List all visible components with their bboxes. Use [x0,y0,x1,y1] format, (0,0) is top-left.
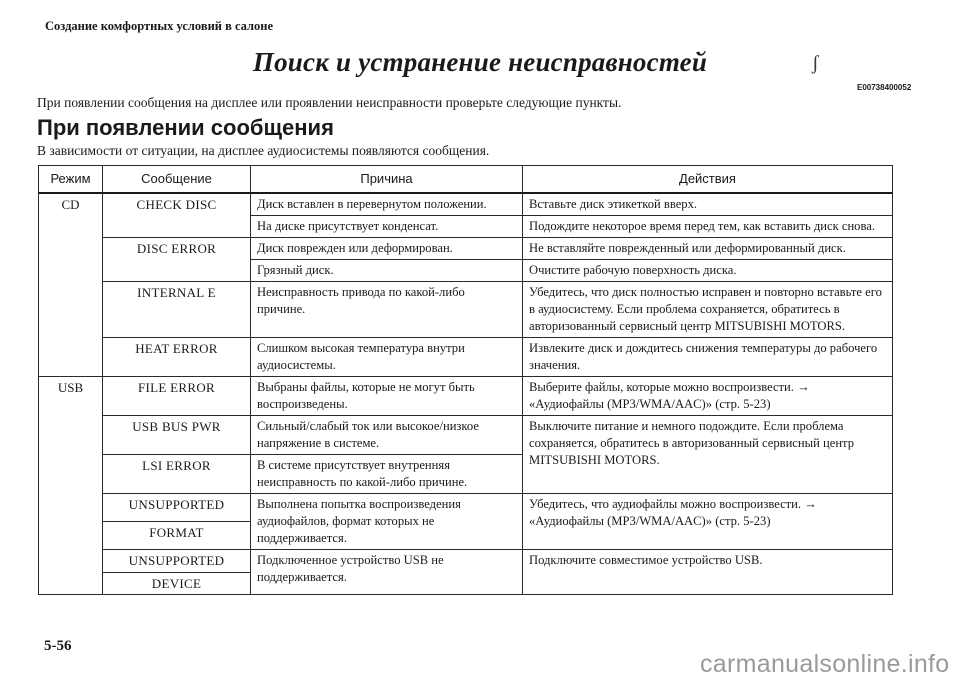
message-cell: HEAT ERROR [103,338,251,377]
cause-cell: Выбраны файлы, которые не могут быть воспроизведены. [251,377,523,416]
message-cell: DEVICE [103,572,251,595]
table-row [39,416,893,455]
running-header: Создание комфортных условий в салоне [45,19,274,33]
table-row [39,282,893,338]
action-cell: Очистите рабочую поверхность диска. [523,260,893,282]
action-cell: Выключите питание и немного подождите. Если проблема сохраняется, обратитесь в авторизованный сервисный центр MITSUBISHI MOTORS. [523,416,893,494]
message-cell: FILE ERROR [103,377,251,416]
message-cell: USB BUS PWR [103,416,251,455]
action-cell: Убедитесь, что диск полностью исправен и повторно вставьте его в аудиосистему. Если проблема сохраняется, обратитесь в авторизованный сервисный центр MITSUBISHI MOTORS. [523,282,893,338]
message-cell: UNSUPPORTED [103,550,251,573]
table-row [39,494,893,522]
message-cell: FORMAT [103,522,251,550]
message-cell: UNSUPPORTED [103,494,251,522]
cause-cell: Подключенное устройство USB не поддерживается. [251,550,523,595]
intro-text: При появлении сообщения на дисплее или проявлении неисправности проверьте следующие пункты. [37,95,622,110]
cause-cell: Сильный/слабый ток или высокое/низкое напряжение в системе. [251,416,523,455]
mode-cell: CD [39,193,103,377]
action-cell: Вставьте диск этикеткой вверх. [523,193,893,216]
column-header-mode: Режим [39,166,103,194]
action-cell: Извлеките диск и дождитесь снижения температуры до рабочего значения. [523,338,893,377]
section-text: В зависимости от ситуации, на дисплее аудиосистемы появляются сообщения. [37,143,490,158]
table-row [39,338,893,377]
action-cell: Выберите файлы, которые можно воспроизвести. → «Аудиофайлы (MP3/WMA/AAC)» (стр. 5-23) [523,377,893,416]
action-cell: Подождите некоторое время перед тем, как вставить диск снова. [523,216,893,238]
table-row [39,550,893,573]
column-header-action: Действия [523,166,893,194]
cause-cell: Диск вставлен в перевернутом положении. [251,193,523,216]
table-row [39,377,893,416]
table-row [39,238,893,260]
margin-mark: ʃ [812,52,819,74]
action-cell: Подключите совместимое устройство USB. [523,550,893,595]
cause-cell: На диске присутствует конденсат. [251,216,523,238]
document-code: E00738400052 [857,83,912,92]
section-heading: При появлении сообщения [37,115,334,140]
column-header-cause: Причина [251,166,523,194]
column-header-message: Сообщение [103,166,251,194]
message-cell: DISC ERROR [103,238,251,282]
message-cell: INTERNAL E [103,282,251,338]
message-cell: LSI ERROR [103,455,251,494]
page-number: 5-56 [44,638,72,654]
action-cell: Убедитесь, что аудиофайлы можно воспроизвести. → «Аудиофайлы (MP3/WMA/AAC)» (стр. 5-23) [523,494,893,550]
mode-cell: USB [39,377,103,595]
message-cell: CHECK DISC [103,193,251,238]
cause-cell: Выполнена попытка воспроизведения аудиофайлов, формат которых не поддерживается. [251,494,523,550]
cause-cell: Неисправность привода по какой-либо причине. [251,282,523,338]
cause-cell: Слишком высокая температура внутри аудиосистемы. [251,338,523,377]
troubleshooting-table [38,165,893,595]
cause-cell: В системе присутствует внутренняя неисправность по какой-либо причине. [251,455,523,494]
action-cell: Не вставляйте поврежденный или деформированный диск. [523,238,893,260]
table-row [39,193,893,216]
cause-cell: Грязный диск. [251,260,523,282]
table-header-row [39,166,893,194]
cause-cell: Диск поврежден или деформирован. [251,238,523,260]
watermark: carmanualsonline.info [700,650,950,678]
page-title: Поиск и устранение неисправностей [252,47,708,77]
